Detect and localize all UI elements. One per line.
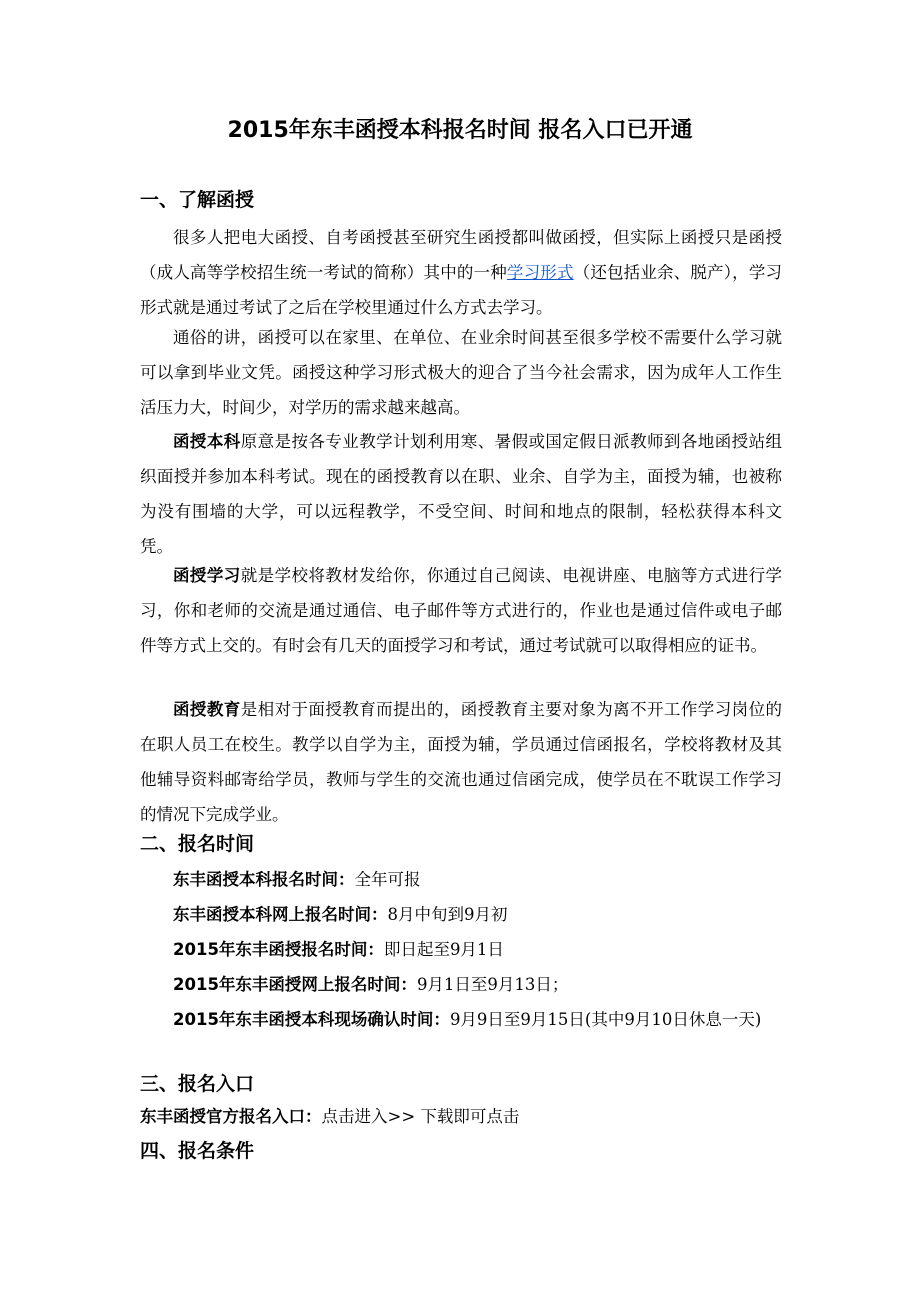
time-line-label: 2015年东丰函授网上报名时间：	[173, 975, 417, 994]
time-line-online	[140, 897, 782, 932]
time-line-annual	[140, 862, 782, 897]
time-line-2015-online	[140, 967, 782, 1002]
registration-entry-line	[140, 1103, 782, 1131]
document-title: 2015年东丰函授本科报名时间 报名入口已开通	[227, 118, 693, 143]
time-line-2015	[140, 932, 782, 967]
section-heading-understand: 一、了解函授	[140, 189, 255, 211]
paragraph-undergraduate	[140, 424, 782, 564]
paragraph-undergraduate-text: 原意是按各专业教学计划利用寒、暑假或国定假日派教师到各地函授站组织面授并参加本科考试。现在的函授教育以在职、业余、自学为主，面授为辅，也被称为没有围墙的大学，可以远程教学，不受空间、时间和地点的限制，轻松获得本科文凭。	[140, 432, 783, 556]
registration-entry-label: 东丰函授官方报名入口：	[140, 1107, 322, 1126]
time-line-label: 2015年东丰函授报名时间：	[173, 940, 384, 959]
time-line-value: 9月9日至9月15日(其中9月10日休息一天)	[449, 1010, 762, 1029]
time-line-label: 东丰函授本科网上报名时间：	[173, 905, 388, 924]
time-line-label: 2015年东丰函授本科现场确认时间：	[173, 1010, 450, 1029]
term-undergraduate: 函授本科	[173, 432, 241, 451]
registration-entry-link[interactable]: 点击进入>> 下载即可点击	[321, 1107, 520, 1126]
term-study: 函授学习	[173, 566, 241, 585]
time-line-value: 即日起至9月1日	[383, 940, 504, 959]
time-line-confirmation	[140, 1002, 782, 1037]
section-heading-registration-time: 二、报名时间	[140, 833, 255, 855]
time-line-value: 8月中旬到9月初	[387, 905, 508, 924]
paragraph-plain-explanation: 通俗的讲，函授可以在家里、在单位、在业余时间甚至很多学校不需要什么学习就可以拿到毕业文凭。函授这种学习形式极大的迎合了当今社会需求，因为成年人工作生活压力大，时间少，对学历的需求越来越高。	[140, 328, 782, 417]
time-line-label: 东丰函授本科报名时间：	[173, 870, 355, 889]
section-heading-requirements: 四、报名条件	[140, 1140, 255, 1162]
paragraph-education	[140, 692, 782, 832]
time-line-value: 全年可报	[354, 870, 421, 889]
section-heading-registration-entry: 三、报名入口	[140, 1073, 255, 1095]
term-education: 函授教育	[173, 700, 241, 719]
paragraph-intro-text-end: （还包括业余、脱产），学习形式就是通过考试了之后在学校里通过什么方式去学习。	[140, 263, 783, 317]
paragraph-study	[140, 558, 782, 663]
paragraph-intro-text: 很多人把电大函授、自考函授甚至研究生函授都叫做函授，但实际上函授只是函授（成人高等学校招生统一考试的简称）其中的一种	[140, 228, 782, 282]
paragraph-study-text: 就是学校将教材发给你，你通过自己阅读、电视讲座、电脑等方式进行学习，你和老师的交流是通过通信、电子邮件等方式进行的，作业也是通过信件或电子邮件等方式上交的。有时会有几天的面授学习和考试，通过考试就可以取得相应的证书。	[140, 566, 783, 655]
time-line-value: 9月1日至9月13日；	[416, 975, 569, 994]
study-form-link[interactable]: 学习形式	[506, 263, 574, 282]
paragraph-education-text: 是相对于面授教育而提出的，函授教育主要对象为离不开工作学习岗位的在职人员工在校生。教学以自学为主，面授为辅，学员通过信函报名，学校将教材及其他辅导资料邮寄给学员，教师与学生的交流也通过信函完成，使学员在不耽误工作学习的情况下完成学业。	[140, 700, 783, 824]
paragraph-intro	[140, 220, 782, 325]
